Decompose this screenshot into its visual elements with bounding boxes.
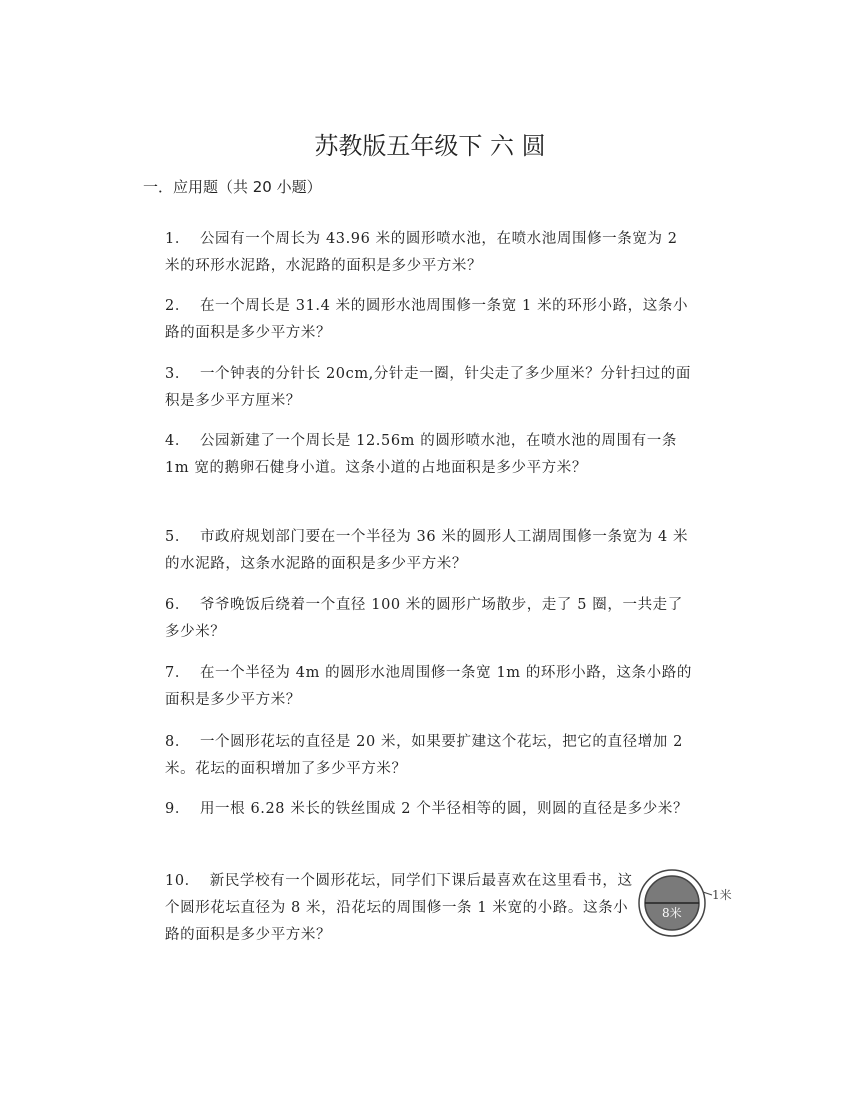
question-number: 3． <box>165 366 190 382</box>
question-text: 在一个周长是 31.4 米的圆形水池周围修一条宽 1 米的环形小路，这条小路的面积是多少平方米？ <box>165 298 689 341</box>
question-text: 一个钟表的分针长 20cm,分针走一圈，针尖走了多少厘米？分针扫过的面积是多少平方厘米？ <box>165 366 691 409</box>
question-10 <box>165 868 635 949</box>
question-7 <box>165 660 695 714</box>
question-text: 公园新建了一个周长是 12.56m 的圆形喷水池，在喷水池的周围有一条 1m 宽的鹅卵石健身小道。这条小道的占地面积是多少平方米？ <box>165 433 677 476</box>
diameter-label: 8米 <box>662 906 682 920</box>
question-5 <box>165 524 695 578</box>
question-number: 4． <box>165 433 190 449</box>
question-text: 在一个半径为 4m 的圆形水池周围修一条宽 1m 的环形小路，这条小路的面积是多少平方米？ <box>165 665 692 708</box>
question-number: 8． <box>165 734 190 750</box>
question-6 <box>165 592 695 646</box>
ring-diagram <box>636 866 736 940</box>
width-label: 1米 <box>712 888 732 902</box>
question-text: 新民学校有一个圆形花坛，同学们下课后最喜欢在这里看书，这个圆形花坛直径为 8 米，沿花坛的周围修一条 1 米宽的小路。这条小路的面积是多少平方米？ <box>165 873 633 943</box>
circle-path-figure <box>636 866 736 940</box>
page-title: 苏教版五年级下 六 圆 <box>314 132 546 160</box>
question-text: 一个圆形花坛的直径是 20 米，如果要扩建这个花坛，把它的直径增加 2 米。花坛的面积增加了多少平方米？ <box>165 734 683 777</box>
question-number: 6． <box>165 597 190 613</box>
section-heading: 一．应用题（共 20 小题） <box>143 178 322 196</box>
question-4 <box>165 428 695 482</box>
question-text: 市政府规划部门要在一个半径为 36 米的圆形人工湖周围修一条宽为 4 米的水泥路，这条水泥路的面积是多少平方米？ <box>165 529 689 572</box>
question-number: 5． <box>165 529 190 545</box>
question-9 <box>165 796 695 823</box>
question-number: 9． <box>165 801 190 817</box>
question-text: 用一根 6.28 米长的铁丝围成 2 个半径相等的圆，则圆的直径是多少米？ <box>199 801 689 817</box>
question-3 <box>165 361 695 415</box>
question-1 <box>165 226 695 280</box>
question-number: 10． <box>165 873 200 889</box>
question-number: 1． <box>165 231 190 247</box>
question-text: 公园有一个周长为 43.96 米的圆形喷水池，在喷水池周围修一条宽为 2 米的环形水泥路，水泥路的面积是多少平方米？ <box>165 231 678 274</box>
question-text: 爷爷晚饭后绕着一个直径 100 米的圆形广场散步，走了 5 圈，一共走了多少米？ <box>165 597 683 640</box>
question-number: 7． <box>165 665 190 681</box>
question-2 <box>165 293 695 347</box>
question-8 <box>165 729 695 783</box>
question-number: 2． <box>165 298 190 314</box>
